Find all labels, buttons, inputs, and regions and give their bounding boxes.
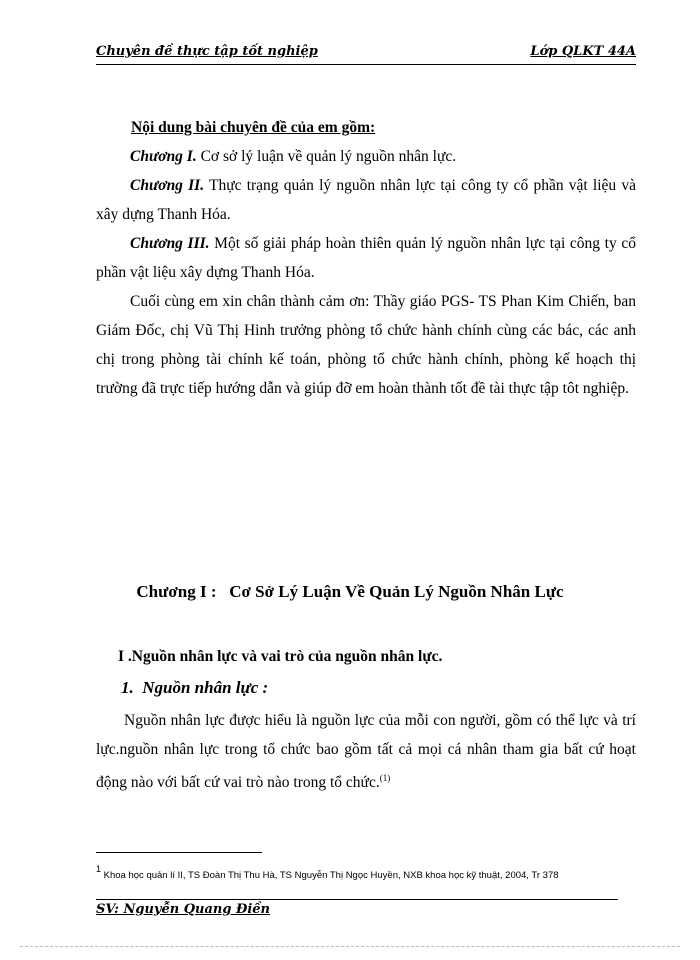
section-heading: I .Nguồn nhân lực và vai trò của nguồn nhân lực. (118, 648, 443, 665)
page-break-line (20, 946, 680, 947)
intro-heading: Nội dung bài chuyên đề của em gồm: (131, 119, 376, 136)
footnote-text: Khoa học quản lí II, TS Đoàn Thị Thu Hà, TS Nguyễn Thị Ngọc Huyền, NXB khoa học kỹ thuật, 2004, Tr 378 (101, 870, 559, 881)
chapter-1-text: Cơ sở lý luận về quản lý nguồn nhân lực. (196, 148, 457, 165)
header-class: Lớp QLKT 44A (530, 44, 636, 59)
chapter-2-line (96, 171, 636, 229)
page-footer: SV: Nguyễn Quang Điền (96, 902, 271, 917)
body-footnote-ref: (1) (379, 773, 391, 783)
chapter-2-label: Chương II. (130, 177, 205, 194)
chapter-1-label: Chương I. (130, 148, 197, 165)
chapter-3-label: Chương III. (130, 235, 210, 252)
chapter-3-text: Một số giải pháp hoàn thiên quản lý nguồn nhân lực tại công ty cổ phần vật liệu xây dựng Thanh Hóa. (96, 235, 636, 281)
chapter-2-text: Thực trạng quản lý nguồn nhân lực tại công ty cổ phần vật liệu và xây dựng Thanh Hóa. (96, 177, 637, 223)
chapter-1-line (96, 142, 636, 171)
page-header (96, 44, 636, 65)
footnote-divider (96, 852, 262, 853)
footnote-mark: 1 (96, 864, 102, 874)
chapter-3-line (96, 229, 636, 287)
thanks-text: Cuối cùng em xin chân thành cảm ơn: Thầy giáo PGS- TS Phan Kim Chiến, ban Giám Đốc, chị Vũ Thị Hinh trưởng phòng tổ chức hành chính cùng các bác, các anh chị trong phòng tài chính kế toán, phòng tổ chức hành chính, phòng kế hoạch thị trường đã trực tiếp hướng dẫn và giúp đỡ em hoàn thành tốt đề tài thực tập tôt nghiệp. (96, 293, 636, 397)
body-paragraph (96, 706, 636, 797)
footnote (96, 864, 559, 881)
thanks-paragraph (96, 287, 636, 403)
subsection-heading: 1. Nguồn nhân lực : (121, 678, 269, 697)
body-text: Nguồn nhân lực được hiểu là nguồn lực của mỗi con người, gồm có thể lực và trí lực.nguồn nhân lực trong tổ chức bao gồm tất cả mọi cá nhân tham gia bất cứ hoạt động nào với bất cứ vai trò nào trong tổ chức. (96, 712, 636, 791)
header-title: Chuyên đề thực tập tốt nghiệp (96, 44, 318, 59)
footer-divider (96, 899, 618, 900)
chapter-heading: Chương I : Cơ Sở Lý Luận Về Quản Lý Nguồn Nhân Lực (136, 582, 564, 601)
